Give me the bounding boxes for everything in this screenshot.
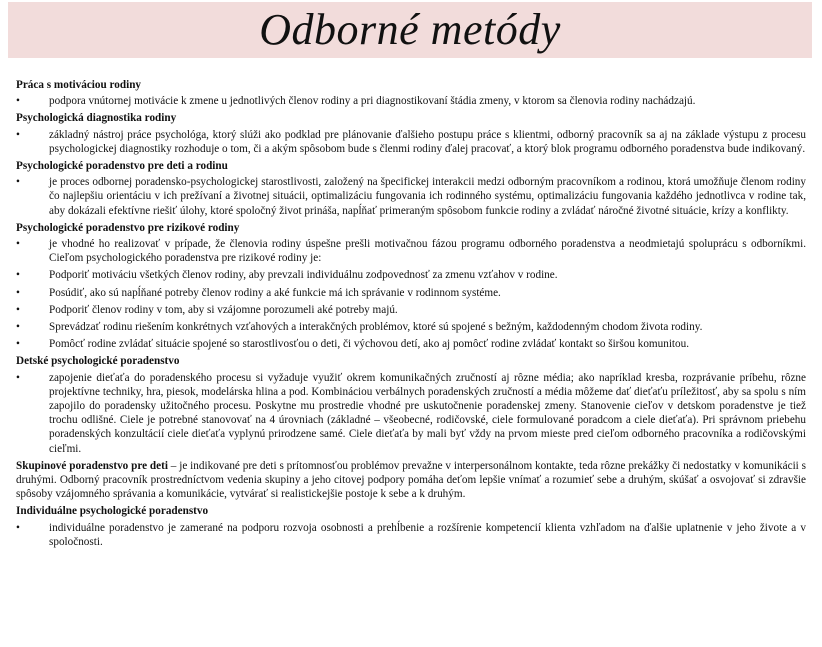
list-item bbox=[16, 286, 806, 300]
document-body bbox=[16, 78, 806, 552]
bullet-icon: • bbox=[16, 286, 20, 299]
list-item bbox=[16, 303, 806, 317]
bullet-icon: • bbox=[16, 269, 20, 282]
section-heading: Psychologické poradenstvo pre rizikové rodiny bbox=[16, 221, 240, 234]
bullet-icon: • bbox=[16, 371, 20, 384]
bullet-icon: • bbox=[16, 176, 20, 189]
list-item bbox=[16, 128, 806, 156]
list-item-text: Sprevádzať rodinu riešením konkrétnych vzťahových a interakčných problémov, ktoré sú spojené s bežným, každodenným chodom života rodiny. bbox=[49, 321, 703, 334]
section-heading: Psychologická diagnostika rodiny bbox=[16, 112, 177, 125]
bullet-icon: • bbox=[16, 238, 20, 251]
list-item-text: zapojenie dieťaťa do poradenského procesu si vyžaduje využiť okrem komunikačných zručností aj rôzne média; ako napríklad kresba, rozprávanie príbehu, rôzne projektívne techniky, hra, piesok, modelárska hlina a pod. Kombináciou verbálnych poradenských zručností a média môžeme dať dieťaťu príležitosť, aby sa spolu s ním zapojilo do poradensky užitočného procesu. Poskytne mu prostredie vhodné pre uskutočnenie poradenskej zmeny. Stanovenie cieľov v detskom poradenstve je tiež trochu odlišné. Ciele je potrebné stanovovať na 4 úrovniach (základné – všeobecné, rodičovské, ciele formulované poradcom a ciele dieťaťa). Pri správnom priebehu poradenských konzultácií ciele dieťaťa vyplynú prirodzene samé. Ciele dieťaťa by mali byť vždy na prvom mieste pred cieľom odborného pracovníka a rodičovskými cieľmi. bbox=[49, 371, 806, 455]
title-banner bbox=[8, 2, 812, 58]
list-item bbox=[16, 320, 806, 334]
list-item-text: je proces odbornej poradensko-psychologickej starostlivosti, založený na špecifickej interakcii medzi odborným pracovníkom a rodinou, ktorá umožňuje členom rodiny čo najlepšiu orientáciu v ich prežívaní a životnej situácii, optimalizáciu fungovania ich rodinného systému, optimalizáciu fungovania každého jednotlivca v rodine tak, aby dokázali efektívne riešiť úlohy, ktoré spoločný život prináša, napĺňať primeraným spôsobom funkcie rodiny a zvládať náročné životné situácie, krízy a konflikty. bbox=[49, 176, 806, 217]
list-item bbox=[16, 175, 806, 218]
section-heading: Individuálne psychologické poradenstvo bbox=[16, 505, 209, 518]
section-heading: Práca s motiváciou rodiny bbox=[16, 79, 142, 91]
bullet-icon: • bbox=[16, 303, 20, 316]
list-item-text: základný nástroj práce psychológa, ktorý slúži ako podklad pre plánovanie ďalšieho postupu práce s klientmi, odborný pracovník sa aj na základe výstupu z procesu psychologickej diagnostiky rozhoduje o tom, či a akým spôsobom bude s členmi rodiny ďalej pracovať, a ktorý blok programu odborného poradenstva bude indikovaný. bbox=[49, 128, 806, 155]
bullet-icon: • bbox=[16, 521, 20, 534]
list-item-text: Podporiť motiváciu všetkých členov rodiny, aby prevzali individuálnu zodpovednosť za zmenu vzťahov v rodine. bbox=[49, 269, 558, 282]
section-heading: Detské psychologické poradenstvo bbox=[16, 355, 180, 368]
list-item-text: Podporiť členov rodiny v tom, aby si vzájomne porozumeli aké potreby majú. bbox=[49, 303, 398, 316]
list-item bbox=[16, 268, 806, 282]
paragraph-lead: Skupinové poradenstvo pre deti bbox=[16, 459, 168, 472]
list-item bbox=[16, 521, 806, 549]
list-item-text: Pomôcť rodine zvládať situácie spojené so starostlivosťou o deti, či výchovou detí, ako aj pomôcť rodine zvládať kontakt so širšou komunitou. bbox=[49, 338, 690, 351]
group-counseling-paragraph bbox=[16, 459, 806, 502]
list-item-text: je vhodné ho realizovať v prípade, že členovia rodiny úspešne prešli motivačnou fázou programu odborného poradenstva a neodmietajú spoluprácu s odborníkmi. Cieľom psychologického poradenstva pre rizikové rodiny je: bbox=[49, 238, 806, 265]
list-item-text: podpora vnútornej motivácie k zmene u jednotlivých členov rodiny a pri diagnostikovaní štádia zmeny, v ktorom sa členovia rodiny nachádzajú. bbox=[49, 95, 696, 108]
paragraph-text: – je indikované pre deti s prítomnosťou problémov prevažne v interpersonálnom kontakte, teda rôzne prekážky či nedostatky v komunikácii s druhými. Odborný pracovník prostredníctvom vedenia skupiny a jeho citovej podpory pomáha deťom lepšie vnímať a rozumieť sebe a druhým, skúšať a osvojovať si zdravšie spôsoby vzájomného správania a komunikácie, vytvárať si realistickejšie postoje k sebe a k druhým. bbox=[16, 459, 806, 501]
bullet-icon: • bbox=[16, 128, 20, 141]
bullet-icon: • bbox=[16, 321, 20, 334]
section-heading: Psychologické poradenstvo pre deti a rodinu bbox=[16, 160, 228, 173]
bullet-icon: • bbox=[16, 95, 20, 108]
list-item bbox=[16, 94, 806, 108]
page-title: Odborné metódy bbox=[259, 5, 561, 54]
list-item-text: Posúdiť, ako sú napĺňané potreby členov rodiny a aké funkcie má ich správanie v rodinnom systéme. bbox=[49, 286, 501, 299]
list-item-text: individuálne poradenstvo je zamerané na podporu rozvoja osobnosti a prehĺbenie a rozšírenie kompetencií klienta vzhľadom na ďalšie uplatnenie v jeho živote a v spoločnosti. bbox=[49, 521, 806, 548]
list-item bbox=[16, 371, 806, 456]
bullet-icon: • bbox=[16, 338, 20, 351]
list-item bbox=[16, 337, 806, 351]
list-item bbox=[16, 237, 806, 265]
